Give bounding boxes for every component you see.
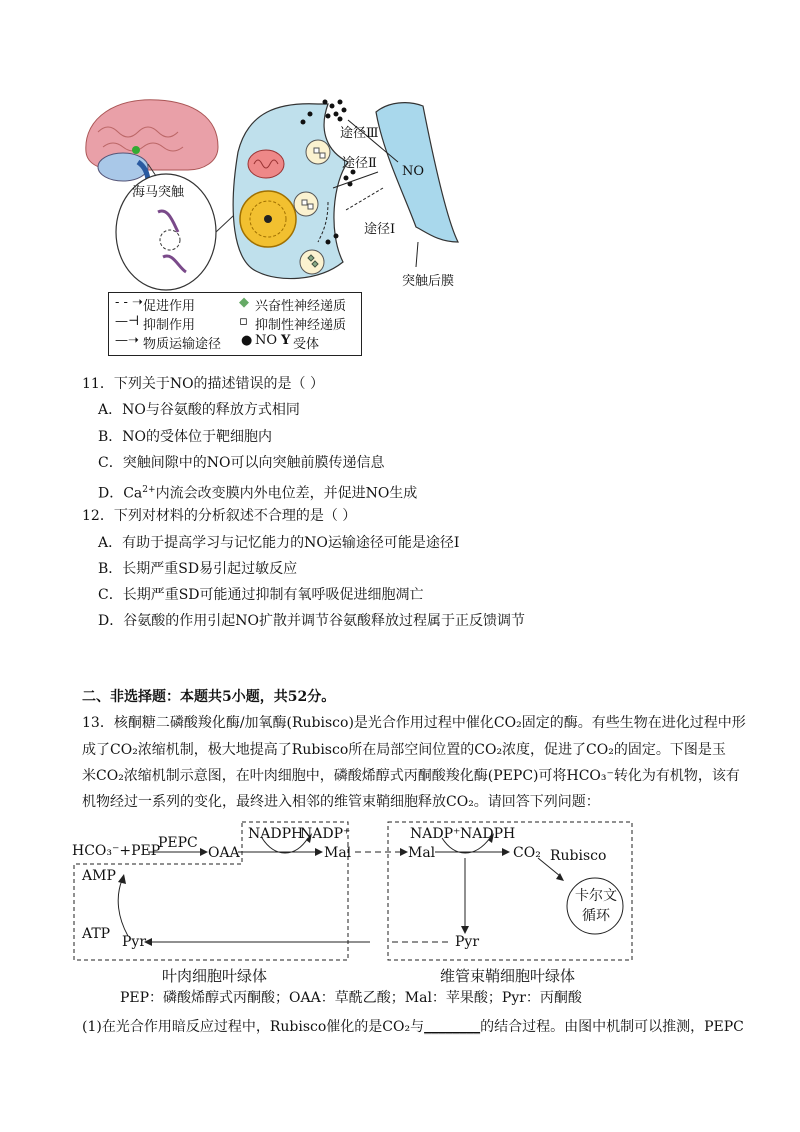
q13-line1: 13．核酮糖二磷酸羧化酶/加氧酶(Rubisco)是光合作用过程中催化CO₂固定的酶。有些生物在进化过程中形 [82, 715, 746, 731]
q13-line4: 机物经过一系列的变化，最终进入相邻的维管束鞘细胞释放CO₂。请回答下列问题： [82, 794, 600, 810]
no-label: NO [402, 164, 425, 179]
figure1-legend [108, 292, 362, 356]
q11-stem: 11．下列关于NO的描述错误的是（ ） [82, 376, 324, 392]
q12-option-a: A．有助于提高学习与记忆能力的NO运输途径可能是途径Ⅰ [98, 535, 460, 551]
q11-d-pre: D．Ca [98, 485, 143, 502]
hco3-pep-label: HCO₃⁻+PEP [72, 843, 161, 859]
receptor-icon: Y [281, 333, 291, 348]
pepc-label: PEPC [158, 835, 198, 851]
q12-stem: 12．下列对材料的分析叙述不合理的是（ ） [82, 508, 357, 524]
legend-promote-icon: - - ➝ [115, 295, 143, 310]
oaa-label: OAA [208, 845, 240, 861]
pathway-1-label: 途径Ⅰ [364, 222, 396, 237]
q13-1-text-b: 的结合过程。由图中机制可以推测，PEPC [480, 1019, 744, 1035]
nadp-right-label: NADP⁺ [410, 826, 461, 842]
q11-option-d [98, 480, 417, 504]
calvin-cycle-label: 卡尔文循环 [575, 888, 617, 924]
legend-excitatory: 兴奋性神经递质 [255, 299, 347, 314]
q11-option-a: A．NO与谷氨酸的释放方式相同 [98, 402, 300, 418]
bundle-sheath-label: 维管束鞘细胞叶绿体 [440, 967, 576, 985]
q12-option-b: B．长期严重SD易引起过敏反应 [98, 561, 298, 577]
c4-figure [70, 818, 640, 968]
c4-diagram [70, 818, 640, 968]
legend-promote: 促进作用 [143, 299, 196, 314]
q13-line3: 米CO₂浓缩机制示意图，在叶肉细胞中，磷酸烯醇式丙酮酸羧化酶(PEPC)可将HCO₃⁻转化为有机物，该有 [82, 768, 740, 784]
q12-option-d: D．谷氨酸的作用引起NO扩散并调节谷氨酸释放过程属于正反馈调节 [98, 613, 525, 629]
q13-1-text-a: (1)在光合作用暗反应过程中，Rubisco催化的是CO₂与 [82, 1019, 425, 1035]
mal-right-label: Mal [408, 845, 436, 861]
amp-label: AMP [82, 868, 116, 884]
legend-receptor: 受体 [293, 337, 320, 352]
hippocampus-label: 海马突触 [132, 185, 185, 200]
nadph-left-label: NADPH [248, 826, 304, 842]
section2-heading: 二、非选择题：本题共5小题，共52分。 [82, 689, 336, 705]
legend-transport: 物质运输途径 [143, 337, 222, 352]
legend-transport-icon: —➝ [115, 333, 139, 348]
q11-d-post: 内流会改变膜内外电位差，并促进NO生成 [155, 485, 418, 502]
pathway-3-label: 途径Ⅲ [340, 126, 379, 141]
pyr-left-label: Pyr [122, 934, 147, 950]
figure2-legend: PEP：磷酸烯醇式丙酮酸；OAA：草酰乙酸；Mal：苹果酸；Pyr：丙酮酸 [120, 990, 582, 1006]
square-icon: ▫ [239, 314, 248, 329]
nadp-left-label: NADP⁺ [300, 826, 351, 842]
pathway-2-label: 途径Ⅱ [342, 156, 377, 171]
legend-inhibit-icon: —⊣ [115, 314, 140, 329]
atp-label: ATP [82, 926, 111, 942]
postsynaptic-label: 突触后膜 [402, 274, 455, 289]
q11-option-b: B．NO的受体位于靶细胞内 [98, 429, 273, 445]
nadph-right-label: NADPH [460, 826, 516, 842]
answer-blank[interactable]: ________ [424, 1019, 481, 1035]
legend-inhibitory: 抑制性神经递质 [255, 318, 347, 333]
pyr-right-label: Pyr [455, 934, 480, 950]
diamond-icon: ◆ [239, 295, 249, 310]
legend-inhibit: 抑制作用 [143, 318, 196, 333]
mal-left-label: Mal [324, 845, 352, 861]
presynaptic-terminal [233, 104, 348, 279]
dot-icon: ● [241, 333, 253, 348]
legend-no: NO [255, 333, 278, 348]
q13-line2: 成了CO₂浓缩机制，极大地提高了Rubisco所在局部空间位置的CO₂浓度，促进了CO₂的固定。下图是玉 [82, 742, 726, 758]
rubisco-label: Rubisco [550, 848, 607, 864]
mesophyll-label: 叶肉细胞叶绿体 [162, 967, 268, 985]
co2-label: CO₂ [513, 845, 541, 861]
q11-d-sup: 2+ [142, 485, 156, 495]
q12-option-c: C．长期严重SD可能通过抑制有氧呼吸促进细胞凋亡 [98, 587, 424, 603]
q13-part1 [82, 1017, 744, 1037]
q11-option-c: C．突触间隙中的NO可以向突触前膜传递信息 [98, 455, 385, 471]
